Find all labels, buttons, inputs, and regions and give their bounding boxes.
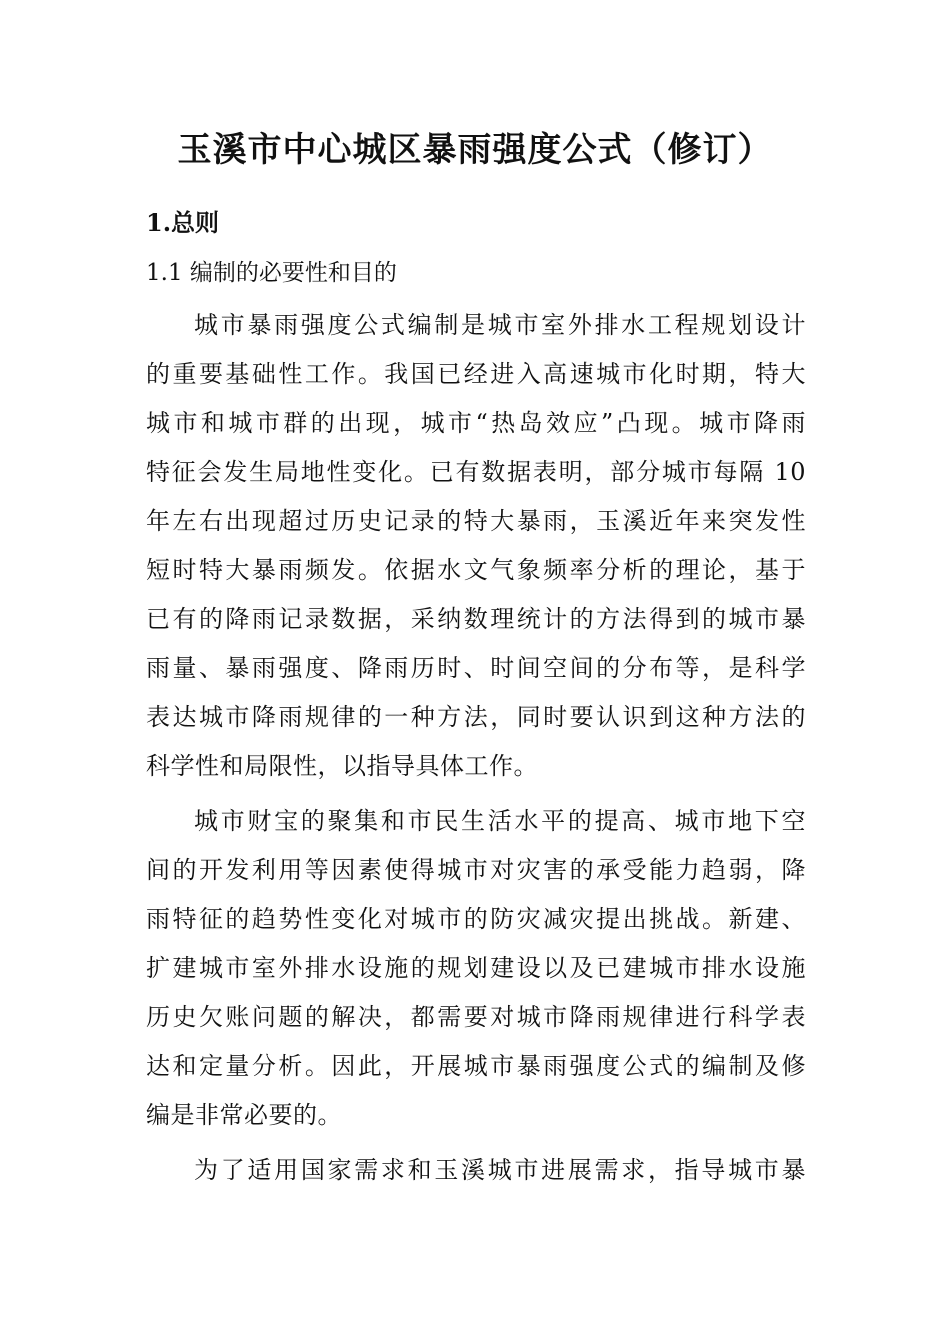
paragraph-line: 间的开发利用等因素使得城市对灾害的承受能力趋弱，降 (146, 856, 806, 884)
paragraph-line: 表达城市降雨规律的一种方法，同时要认识到这种方法的 (146, 703, 806, 731)
document-title: 玉溪市中心城区暴雨强度公式（修订） (177, 130, 773, 170)
paragraph-line: 历史欠账问题的解决，都需要对城市降雨规律进行科学表 (146, 1003, 806, 1031)
paragraph-line: 为了适用国家需求和玉溪城市进展需求，指导城市暴 (194, 1156, 806, 1184)
subsection-heading: 1.1 编制的必要性和目的 (146, 260, 397, 286)
section-heading: 1.总则 (146, 208, 220, 237)
paragraph-line: 短时特大暴雨频发。依据水文气象频率分析的理论，基于 (146, 556, 806, 584)
paragraph-line: 扩建城市室外排水设施的规划建设以及已建城市排水设施 (146, 954, 806, 982)
paragraph-line: 年左右出现超过历史记录的特大暴雨，玉溪近年来突发性 (146, 507, 806, 535)
paragraph-line: 的重要基础性工作。我国已经进入高速城市化时期，特大 (146, 360, 806, 388)
paragraph-line: 雨量、暴雨强度、降雨历时、时间空间的分布等，是科学 (146, 654, 806, 682)
paragraph-line: 编是非常必要的。 (146, 1101, 342, 1129)
paragraph-line: 城市和城市群的出现，城市“热岛效应”凸现。城市降雨 (146, 409, 806, 437)
paragraph-line: 城市暴雨强度公式编制是城市室外排水工程规划设计 (194, 311, 806, 339)
paragraph-line: 雨特征的趋势性变化对城市的防灾减灾提出挑战。新建、 (146, 905, 806, 933)
paragraph-line: 已有的降雨记录数据，采纳数理统计的方法得到的城市暴 (146, 605, 806, 633)
paragraph-line: 科学性和局限性，以指导具体工作。 (146, 752, 538, 780)
paragraph-line: 达和定量分析。因此，开展城市暴雨强度公式的编制及修 (146, 1052, 806, 1080)
paragraph-line: 特征会发生局地性变化。已有数据表明，部分城市每隔 10 (146, 458, 806, 486)
paragraph-line: 城市财宝的聚集和市民生活水平的提高、城市地下空 (194, 807, 806, 835)
